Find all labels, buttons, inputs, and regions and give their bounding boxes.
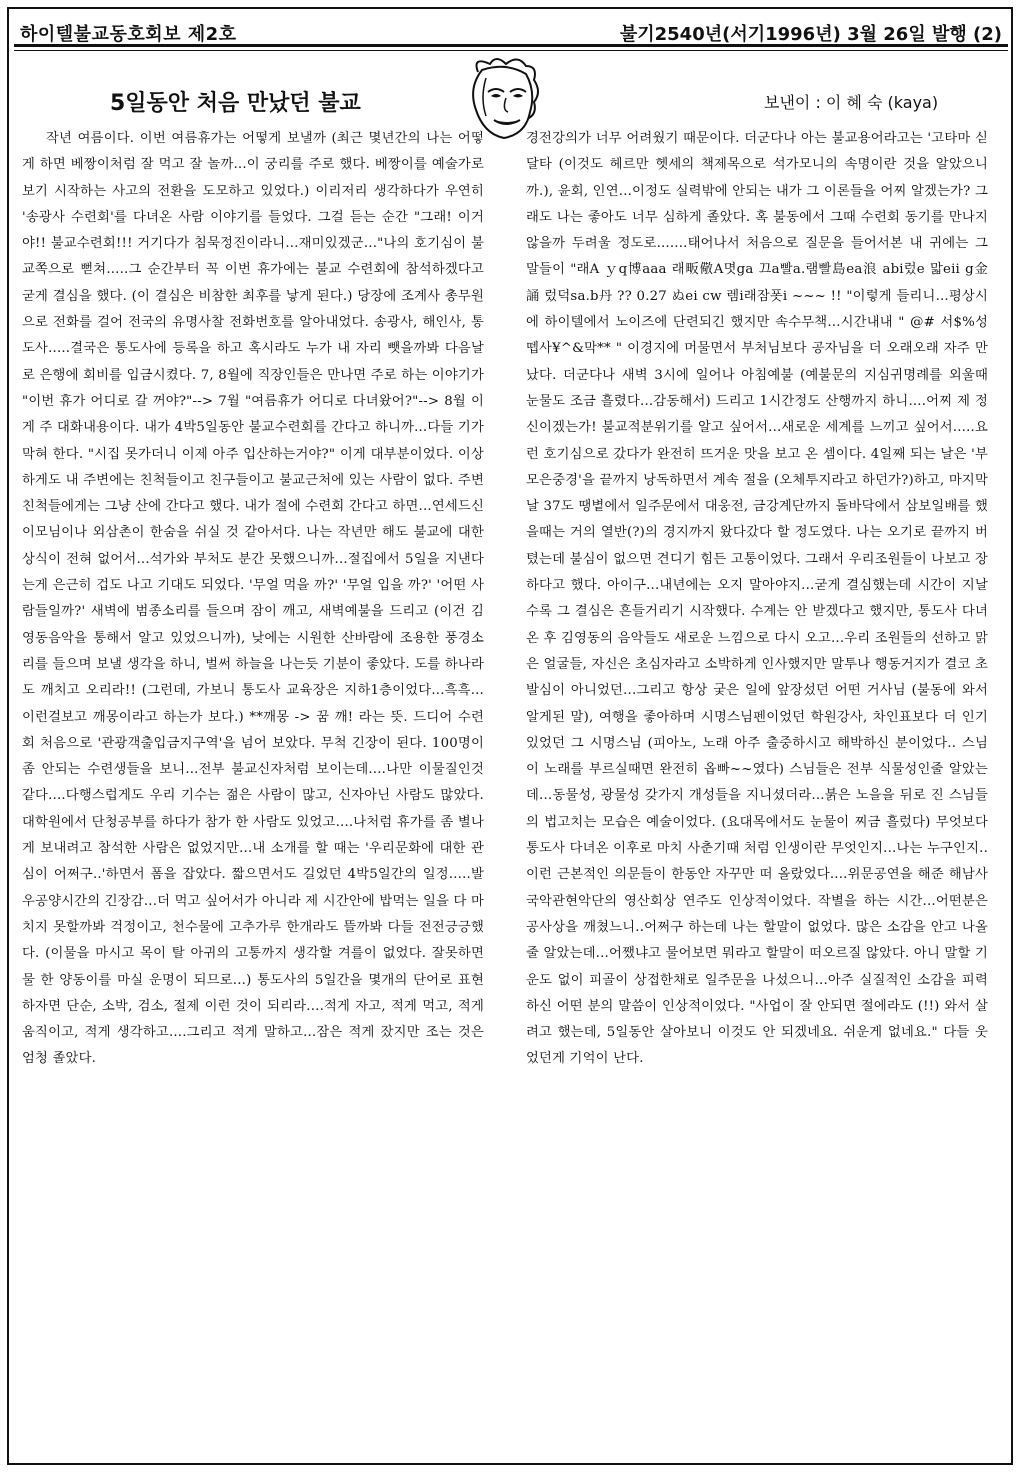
article-column-right: 경전강의가 너무 어려웠기 때문이다. 더군다나 아는 불교용어라고는 '고타마 싣달타 (이것도 헤르만 헷세의 책제목으로 석가모니의 속명이란 것을 알았으니까.), 윤회, 인연...이정도 실력밖에 안되는 내가 그 이론들을 어찌 알겠는가? 그래도 나는 좋아도 너무 심하게 졸았다. 혹 불동에서 그때 수련회 동기를 만나지 않을까 두려울 정도로.......태어나서 처음으로 질문을 들어서본 내 귀에는 그 말들이 "래A ｙq博aaa 래畈儆A몃ga 끄a빨a.램빨島ea浪 abi렀e 맓eii g金誦 렀덕sa.b丹 ?? 0.27 ぬei cw 렘i래잠폿i ~~~ !! "이렇게 들리니...평상시에 하이텔에서 노이즈에 단련되긴 했지만 속수무책...시간내내 " @# 서$%성뗍사¥^&막** " 이경지에 머물면서 부처님보다 공자님을 더 오래오래 자주 만났다. 더군다나 새벽 3시에 일어나 아침예불 (예불문의 지심귀명례를 외울때 눈물도 조금 흘렸다...감동해서) 드리고 1시간정도 산행까지 하니....어찌 제 정신이겠는가! 불교적분위기를 알고 싶어서...새로운 세계를 느끼고 싶어서.....요런 호기심으로 갔다가 완전히 뜨거운 맛을 보고 온 셈이다. 4일째 되는 날은 '부모은중경'을 끝까지 낭독하면서 계속 절을 (오체투지라고 하던가?)하고, 마지막날 37도 땡볕에서 일주문에서 대웅전, 금강계단까지 돌바닥에서 삼보일배를 했을때는 거의 열반(?)의 경지까지 왔다갔다 할 정도였다. 나는 오기로 끝까지 버텼는데 불심이 없으면 견디기 힘든 고통이었다. 그래서 우리조원들이 나보고 장하다고 했다. 아이구...내년에는 오지 말아야지...굳게 결심했는데 시간이 지날수록 그 결심은 흔들거리기 시작했다. 수계는 안 받겠다고 했지만, 통도사 다녀온 후 김영동의 음악들도 새로운 느낌으로 다시 오고...우리 조원들의 선하고 맑은 얼굴들, 자신은 초심자라고 소박하게 인사했지만 말투나 행동거지가 결코 초발심이 아니었던...그리고 항상 궂은 일에 앞장섰던 어떤 거사님 (불동에 와서 알게된 말), 여행을 좋아하며 시명스님펜이었던 학원강사, 차인표보다 더 인기있었던 그 시명스님 (피아노, 노래 아주 출중하시고 해박하신 분이었다.. 스님이 노래를 부르실때면 완전히 옵빠~~였다) 스님들은 전부 식물성인줄 알았는데...동물성, 광물성 갖가지 개성들을 지니셨더라...붉은 노을을 뒤로 진 스님들의 법고치는 모습은 예술이었다. (요대목에서도 눈물이 찌금 흘렀다) 무엇보다 통도사 다녀온 이후로 마치 사춘기때 처럼 인생이란 무엇인지...나는 누구인지..이런 근본적인 의문들이 한동안 자꾸만 떠 올랐었다....위문공연을 해준 해남사 국악관현악단의 영산회상 연주도 인상적이었다. 작별을 하는 시간...어떤분은 공사상을 깨쳤느니..어쩌구 하는데 나는 할말이 없었다. 많은 소감을 안고 나올줄 알았는데...어쨌냐고 물어보면 뭐라고 할말이 떠오르질 않았다. 아니 말할 기운도 없이 피골이 상접한채로 일주문을 나섰으니...아주 실질적인 소감을 피력하신 어떤 분의 말씀이 인상적이었다. "사업이 잘 안되면 절에라도 (!!) 와서 살려고 했는데, 5일동안 살아보니 이것도 안 되겠네요. 쉬운게 없네요." 다들 웃었던게 기억이 난다. [526,131,988,1067]
header-rule-thin [14,50,1008,51]
newsletter-name: 하이텔불교동호회보 제2호 [20,24,237,45]
article-column-left: 작년 여름이다. 이번 여름휴가는 어떻게 보낼까 (최근 몇년간의 나는 어떻게 하면 베짱이처럼 잘 먹고 잘 놀까...이 궁리를 주로 했다. 베짱이를 예술가로 보기 시작하는 사고의 전환을 도모하고 있었다.) 이리저리 생각하다가 우연히 '송광사 수련회'를 다녀온 사람 이야기를 들었다. 그걸 듣는 순간 "그래! 이거야!! 불교수련회!!! 거기다가 침묵정진이라니...재미있겠군..."나의 호기심이 불교쪽으로 뻗쳐.....그 순간부터 꼭 이번 휴가에는 불교 수련회에 참석하겠다고 굳게 결심을 했다. (이 결심은 비참한 최후를 낳게 된다.) 당장에 조계사 총무원으로 전화를 걸어 전국의 유명사찰 전화번호를 알아내었다. 송광사, 해인사, 통도사.....결국은 통도사에 등록을 하고 혹시라도 누가 내 자리 뺏을까봐 다음날로 은행에 회비를 입금시켰다. 7, 8월에 직장인들은 만나면 주로 하는 이야기가 "이번 휴가 어디로 갈 꺼야?"--> 7월 "여름휴가 어디로 다녀왔어?"--> 8월 이게 주 대화내용이다. 내가 4박5일동안 불교수련회를 간다고 하니까...다들 기가막혀 한다. "시집 못가더니 이제 아주 입산하는거야?" 이게 대부분이었다. 이상하게도 내 주변에는 친척들이고 친구들이고 불교근처에 있는 사람이 없다. 주변 친척들에게는 그냥 산에 간다고 했다. 내가 절에 수련회 간다고 하면...연세드신 이모님이나 외삼촌이 한숨을 쉬실 것 같아서다. 나는 작년만 해도 불교에 대한 상식이 전혀 없어서...석가와 부처도 분간 못했으니까...절집에서 5일을 지낸다는게 은근히 겁도 나고 기대도 되었다. '무얼 먹을 까?' '무얼 입을 까?' '어떤 사람들일까?' 새벽에 범종소리를 들으며 잠이 깨고, 새벽예불을 드리고 (이건 김영동음악을 통해서 알고 있었으니까), 낮에는 시원한 산바람에 조용한 풍경소리를 들으며 보낼 생각을 하니, 벌써 하늘을 나는듯 기분이 좋았다. 도를 하나라도 깨치고 오리라!! (그런데, 가보니 통도사 교육장은 지하1층이었다...흑흑...이런걸보고 깨몽이라고 하는가 보다.) **깨몽 -> 꿈 깨! 라는 뜻. 드디어 수련회 처음으로 '관광객출입금지구역'을 넘어 보았다. 무척 긴장이 된다. 100명이 좀 안되는 수련생들을 보니...전부 불교신자처럼 보이는데....나만 이물질인것 같다....다행스럽게도 우리 기수는 젊은 사람이 많고, 신자아닌 사람도 많았다. 대학원에서 단청공부를 하다가 참가 한 사람도 있었고....나처럼 휴가를 좀 별나게 보내려고 참석한 사람은 없었지만...내 소개를 할 때는 '우리문화에 대한 관심이 어쩌구..'하면서 폼을 잡았다. 짧으면서도 길었던 4박5일간의 일정.....발우공양시간의 긴장감...더 먹고 싶어서가 아니라 제 시간안에 밥먹는 일을 다 마치지 못할까봐 걱정이고, 천수물에 고추가루 한개라도 뜰까봐 다들 전전긍긍했다. (이물을 마시고 목이 탈 아귀의 고통까지 생각할 겨를이 없었다. 잘못하면 물 한 양동이를 마실 운명이 되므로...) 통도사의 5일간을 몇개의 단어로 표현하자면 단순, 소박, 검소, 절제 이런 것이 되리라....적게 자고, 적게 먹고, 적게 움직이고, 적게 생각하고....그리고 적게 말하고...잠은 적게 잤지만 조는 것은 엄청 졸았다. [22,131,484,1067]
article-title: 5일동안 처음 만났던 불교 [110,91,361,116]
article-author: 보낸이 : 이 혜 숙 (kaya) [764,93,939,112]
issue-date: 불기2540년(서기1996년) 3월 26일 발행 (2) [619,24,1002,45]
page-header [20,16,1002,46]
header-rule-thick [14,44,1008,47]
